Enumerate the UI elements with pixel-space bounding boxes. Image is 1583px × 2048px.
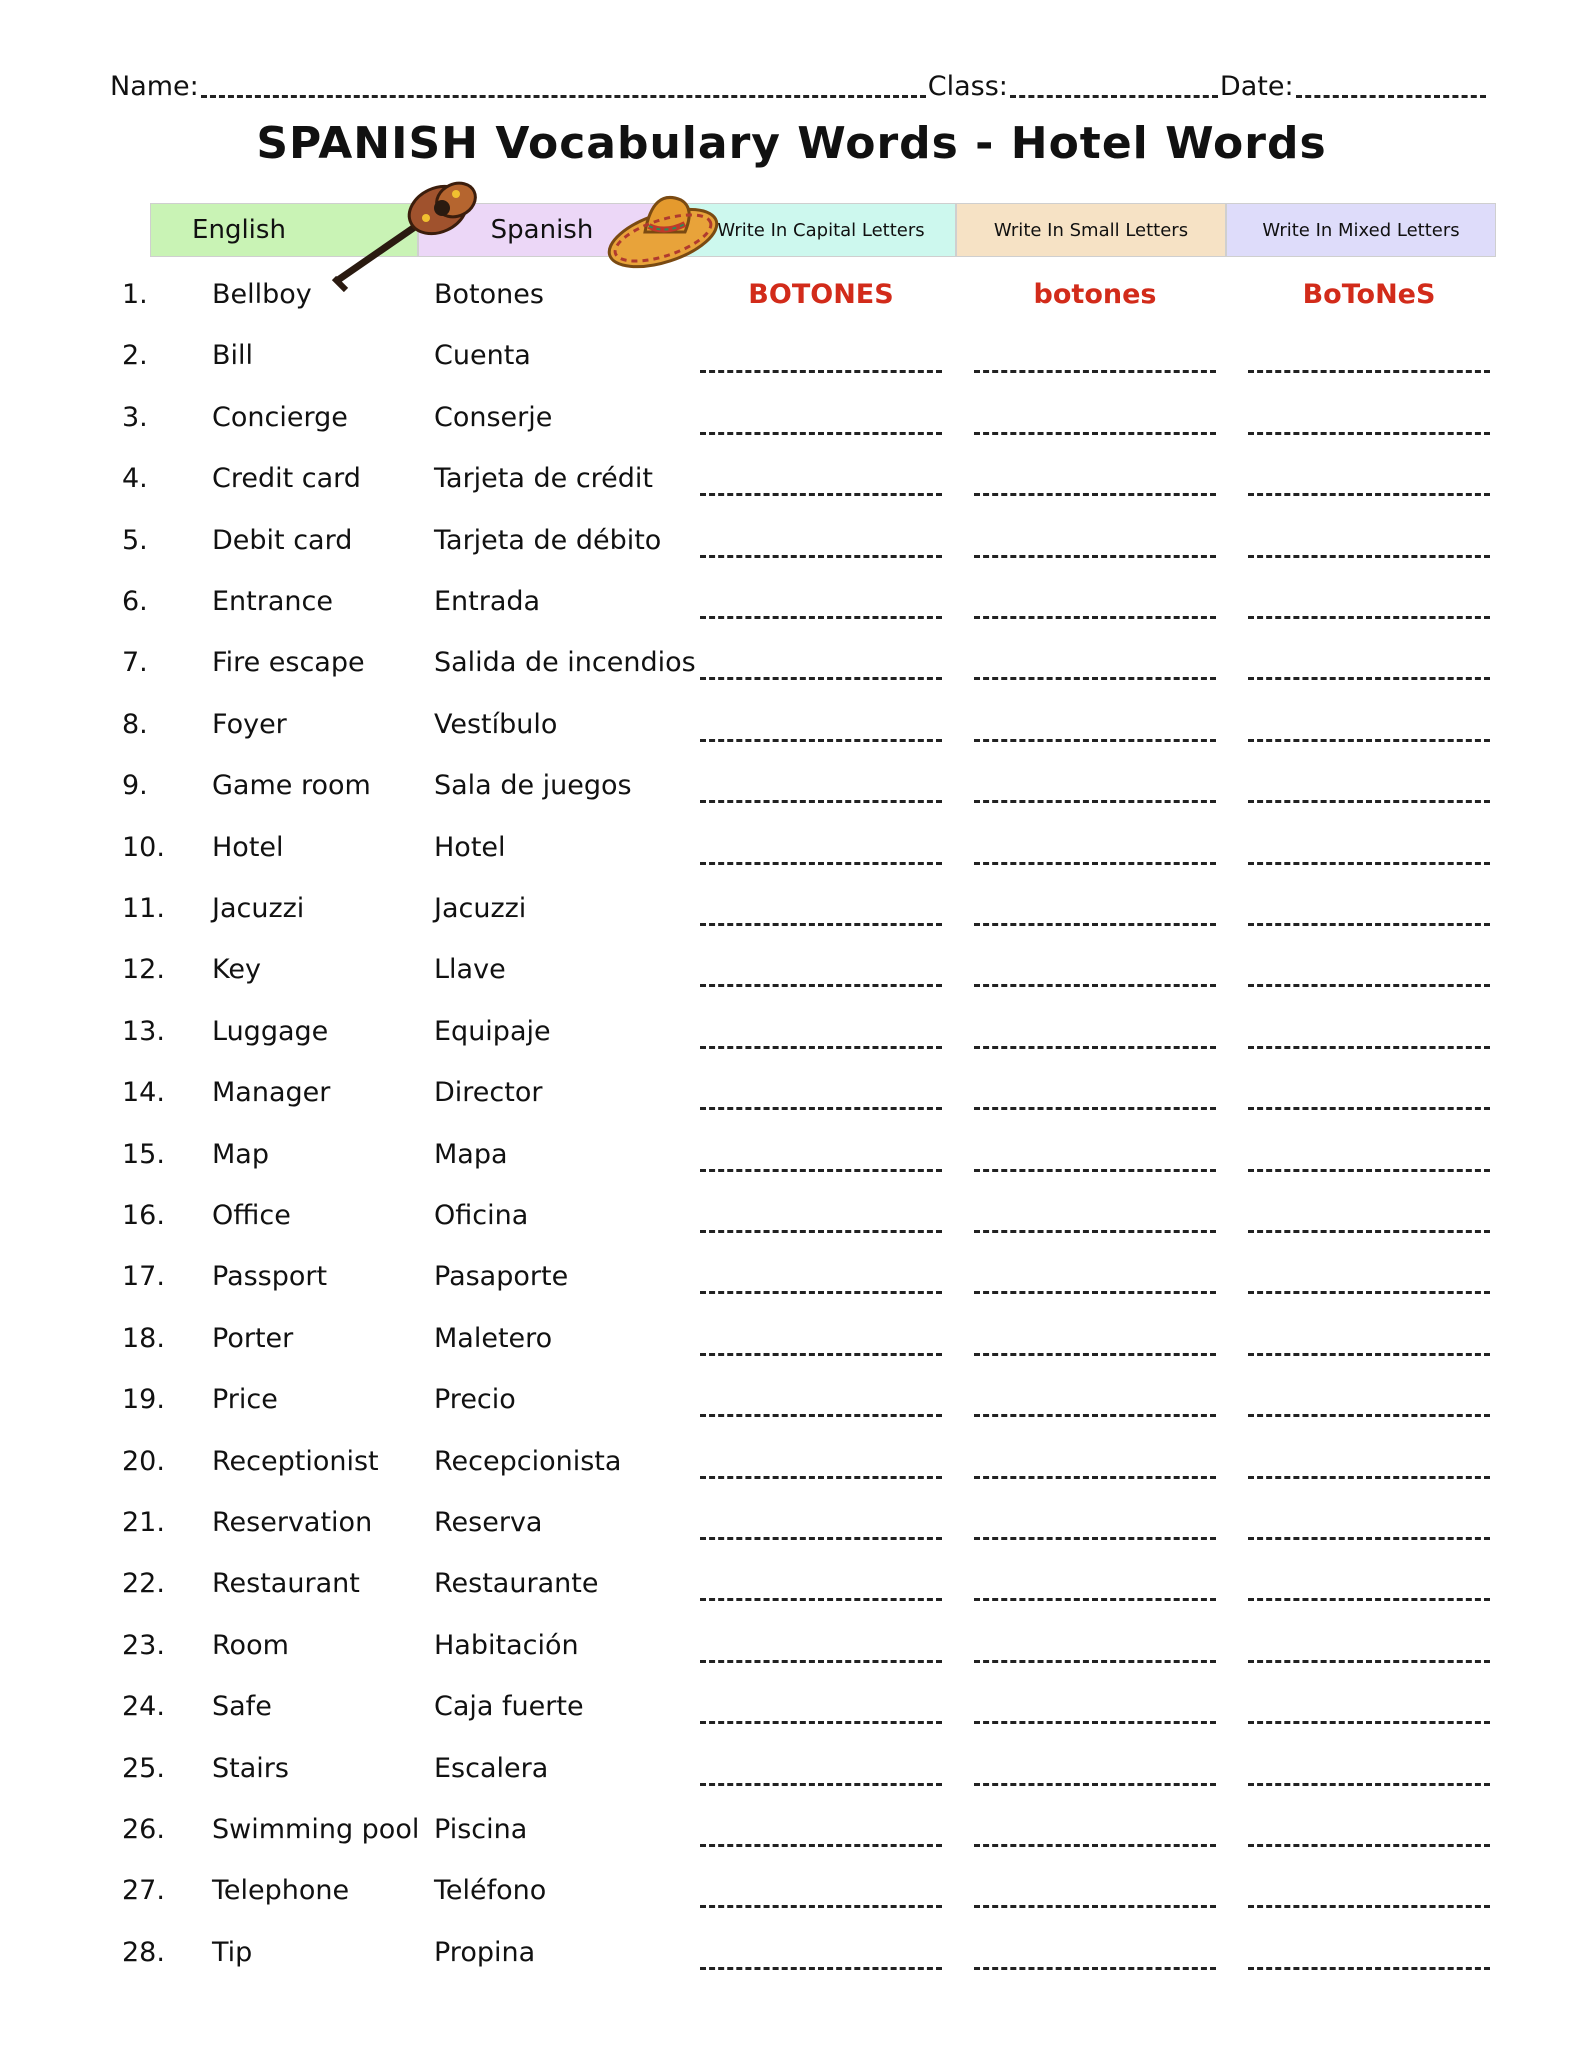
row-number: 6. [122,586,148,617]
spanish-word: Precio [434,1384,516,1416]
mixed-answer-blank[interactable] [1248,1967,1490,1970]
english-word: Price [212,1384,278,1416]
name-blank[interactable] [201,71,926,98]
small-answer-blank[interactable] [974,1967,1216,1970]
english-word: Safe [212,1691,272,1723]
mixed-answer-blank[interactable] [1248,1107,1490,1110]
english-word: Entrance [212,586,333,617]
mixed-answer-blank[interactable] [1248,923,1490,926]
vocab-row [0,1565,1583,1605]
capital-answer-blank[interactable] [700,739,942,742]
row-number: 9. [122,770,148,802]
vocab-row [0,890,1583,930]
small-answer-blank[interactable] [974,1414,1216,1417]
row-number: 23. [122,1629,165,1661]
capital-answer-blank[interactable] [700,370,942,373]
mixed-answer-blank[interactable] [1248,1046,1490,1049]
spanish-word: Caja fuerte [434,1691,584,1723]
capital-answer-blank[interactable] [700,923,942,926]
row-number: 3. [122,401,148,433]
column-header-spanish: Spanish [418,203,686,257]
vocab-row [0,1688,1583,1728]
small-answer-blank[interactable] [974,1230,1216,1233]
spanish-word: Mapa [434,1138,508,1170]
vocab-row [0,583,1583,623]
small-answer-blank[interactable] [974,432,1216,435]
mixed-answer-blank[interactable] [1248,984,1490,987]
capital-answer-blank[interactable] [700,1844,942,1847]
english-word: Concierge [212,401,348,433]
vocab-row [0,644,1583,684]
small-answer-blank[interactable] [974,370,1216,373]
row-number: 17. [122,1261,165,1293]
mixed-answer-blank[interactable] [1248,1905,1490,1908]
english-word: Stairs [212,1752,289,1784]
capital-answer-blank[interactable] [700,1598,942,1601]
small-answer-blank[interactable] [974,739,1216,742]
example-capital: BOTONES [748,279,894,310]
capital-answer-blank[interactable] [700,862,942,865]
english-word: Telephone [212,1875,350,1907]
english-word: Swimming pool [212,1814,420,1845]
english-word: Porter [212,1322,294,1354]
mixed-answer-blank[interactable] [1248,1414,1490,1417]
mixed-answer-blank[interactable] [1248,370,1490,373]
capital-answer-blank[interactable] [700,1353,942,1356]
small-answer-blank[interactable] [974,1844,1216,1847]
small-answer-blank[interactable] [974,1353,1216,1356]
row-number: 13. [122,1015,165,1047]
capital-answer-blank[interactable] [700,493,942,496]
row-number: 7. [122,647,148,679]
row-number: 27. [122,1875,165,1907]
small-answer-blank[interactable] [974,1783,1216,1786]
english-word: Map [212,1138,269,1170]
row-number: 28. [122,1936,165,1968]
mixed-answer-blank[interactable] [1248,1844,1490,1847]
sombrero-icon [605,180,725,272]
spanish-word: Pasaporte [434,1261,569,1293]
english-word: Bill [212,340,254,372]
column-header-capital: Write In Capital Letters [686,203,956,257]
capital-answer-blank[interactable] [700,1660,942,1663]
english-word: Receptionist [212,1445,379,1477]
vocab-row [0,829,1583,869]
vocab-row [0,1811,1583,1851]
row-number: 24. [122,1691,165,1723]
small-answer-blank[interactable] [974,1169,1216,1172]
page-title: SPANISH Vocabulary Words - Hotel Words [256,118,1327,169]
date-blank[interactable] [1296,71,1486,98]
english-word: Luggage [212,1015,329,1047]
spanish-word: Cuenta [434,340,531,372]
vocab-row [0,1136,1583,1176]
spanish-word: Botones [434,279,544,310]
small-answer-blank[interactable] [974,1721,1216,1724]
mixed-answer-blank[interactable] [1248,616,1490,619]
vocab-row [0,460,1583,500]
capital-answer-blank[interactable] [700,432,942,435]
spanish-word: Tarjeta de crédit [434,463,654,495]
capital-answer-blank[interactable] [700,677,942,680]
vocab-row [0,767,1583,807]
capital-answer-blank[interactable] [700,1721,942,1724]
row-number: 22. [122,1568,165,1600]
capital-answer-blank[interactable] [700,555,942,558]
spanish-word: Hotel [434,831,506,863]
spanish-word: Teléfono [434,1875,547,1907]
mixed-answer-blank[interactable] [1248,1476,1490,1479]
english-word: Restaurant [212,1568,360,1600]
mixed-answer-blank[interactable] [1248,677,1490,680]
row-number: 12. [122,954,165,986]
example-mixed: BoToNeS [1302,279,1436,310]
english-word: Debit card [212,524,353,556]
capital-answer-blank[interactable] [700,800,942,803]
row-number: 4. [122,463,148,495]
name-label: Name: [110,71,199,102]
example-small: botones [1033,279,1157,310]
vocab-row [0,276,1583,316]
row-number: 20. [122,1445,165,1477]
mixed-answer-blank[interactable] [1248,1598,1490,1601]
row-number: 14. [122,1077,165,1109]
class-blank[interactable] [1010,71,1218,98]
vocab-row [0,1872,1583,1912]
small-answer-blank[interactable] [974,555,1216,558]
mixed-answer-blank[interactable] [1248,1169,1490,1172]
capital-answer-blank[interactable] [700,1046,942,1049]
row-number: 1. [122,279,148,310]
worksheet-header [110,62,1490,102]
spanish-word: Jacuzzi [434,893,527,924]
spanish-word: Conserje [434,401,553,433]
mixed-answer-blank[interactable] [1248,1783,1490,1786]
row-number: 26. [122,1814,165,1845]
column-header-english: English [150,203,418,257]
english-word: Reservation [212,1507,373,1538]
small-answer-blank[interactable] [974,616,1216,619]
small-answer-blank[interactable] [974,800,1216,803]
english-word: Passport [212,1261,328,1293]
vocab-row [0,1320,1583,1360]
spanish-word: Sala de juegos [434,770,632,802]
mixed-answer-blank[interactable] [1248,739,1490,742]
spanish-word: Propina [434,1936,536,1968]
mixed-answer-blank[interactable] [1248,862,1490,865]
small-answer-blank[interactable] [974,923,1216,926]
small-answer-blank[interactable] [974,1476,1216,1479]
spanish-word: Director [434,1077,543,1109]
row-number: 2. [122,340,148,372]
mixed-answer-blank[interactable] [1248,493,1490,496]
small-answer-blank[interactable] [974,677,1216,680]
vocab-row [0,1443,1583,1483]
row-number: 11. [122,893,165,924]
capital-answer-blank[interactable] [700,1905,942,1908]
date-label: Date: [1219,71,1294,102]
row-number: 19. [122,1384,165,1416]
english-word: Manager [212,1077,331,1109]
small-answer-blank[interactable] [974,1291,1216,1294]
row-number: 5. [122,524,148,556]
capital-answer-blank[interactable] [700,1107,942,1110]
english-word: Bellboy [212,279,312,310]
spanish-word: Entrada [434,586,541,617]
mixed-answer-blank[interactable] [1248,1537,1490,1540]
english-word: Room [212,1629,289,1661]
capital-answer-blank[interactable] [700,1537,942,1540]
spanish-word: Habitación [434,1629,579,1661]
spanish-word: Llave [434,954,506,986]
capital-answer-blank[interactable] [700,1291,942,1294]
small-answer-blank[interactable] [974,862,1216,865]
row-number: 18. [122,1322,165,1354]
vocab-row [0,1258,1583,1298]
vocab-row [0,1013,1583,1053]
vocab-row [0,1627,1583,1667]
mixed-answer-blank[interactable] [1248,555,1490,558]
mixed-answer-blank[interactable] [1248,800,1490,803]
row-number: 25. [122,1752,165,1784]
mixed-answer-blank[interactable] [1248,1353,1490,1356]
vocab-row [0,1074,1583,1114]
spanish-word: Piscina [434,1814,528,1845]
row-number: 8. [122,708,148,740]
mixed-answer-blank[interactable] [1248,432,1490,435]
vocab-row [0,1197,1583,1237]
english-word: Fire escape [212,647,365,679]
capital-answer-blank[interactable] [700,1783,942,1786]
spanish-word: Escalera [434,1752,549,1784]
english-word: Key [212,954,261,986]
mixed-answer-blank[interactable] [1248,1230,1490,1233]
spanish-word: Oficina [434,1200,529,1231]
capital-answer-blank[interactable] [700,1169,942,1172]
column-header-small: Write In Small Letters [956,203,1226,257]
vocab-row [0,951,1583,991]
vocab-row [0,706,1583,746]
small-answer-blank[interactable] [974,1905,1216,1908]
mixed-answer-blank[interactable] [1248,1660,1490,1663]
english-word: Jacuzzi [212,893,305,924]
small-answer-blank[interactable] [974,1107,1216,1110]
capital-answer-blank[interactable] [700,984,942,987]
row-number: 10. [122,831,165,863]
row-number: 15. [122,1138,165,1170]
spanish-word: Recepcionista [434,1445,622,1477]
english-word: Game room [212,770,371,802]
small-answer-blank[interactable] [974,1046,1216,1049]
vocab-row [0,337,1583,377]
english-word: Foyer [212,708,287,740]
vocab-row [0,1934,1583,1974]
spanish-word: Salida de incendios [434,647,696,679]
row-number: 16. [122,1200,165,1231]
spanish-word: Maletero [434,1322,553,1354]
spanish-word: Tarjeta de débito [434,524,662,556]
small-answer-blank[interactable] [974,1660,1216,1663]
vocab-row [0,1750,1583,1790]
column-header-mixed: Write In Mixed Letters [1226,203,1496,257]
spanish-word: Vestíbulo [434,708,558,740]
small-answer-blank[interactable] [974,493,1216,496]
spanish-word: Restaurante [434,1568,599,1600]
spanish-word: Reserva [434,1507,543,1538]
capital-answer-blank[interactable] [700,1414,942,1417]
spanish-word: Equipaje [434,1015,551,1047]
vocab-row [0,1504,1583,1544]
english-word: Office [212,1200,291,1231]
mixed-answer-blank[interactable] [1248,1721,1490,1724]
mixed-answer-blank[interactable] [1248,1291,1490,1294]
capital-answer-blank[interactable] [700,1230,942,1233]
vocab-row [0,1381,1583,1421]
small-answer-blank[interactable] [974,984,1216,987]
row-number: 21. [122,1507,165,1538]
vocab-row [0,399,1583,439]
english-word: Hotel [212,831,284,863]
class-label: Class: [927,71,1008,102]
vocab-row [0,522,1583,562]
capital-answer-blank[interactable] [700,1476,942,1479]
small-answer-blank[interactable] [974,1598,1216,1601]
capital-answer-blank[interactable] [700,1967,942,1970]
english-word: Credit card [212,463,361,495]
small-answer-blank[interactable] [974,1537,1216,1540]
english-word: Tip [212,1936,253,1968]
capital-answer-blank[interactable] [700,616,942,619]
